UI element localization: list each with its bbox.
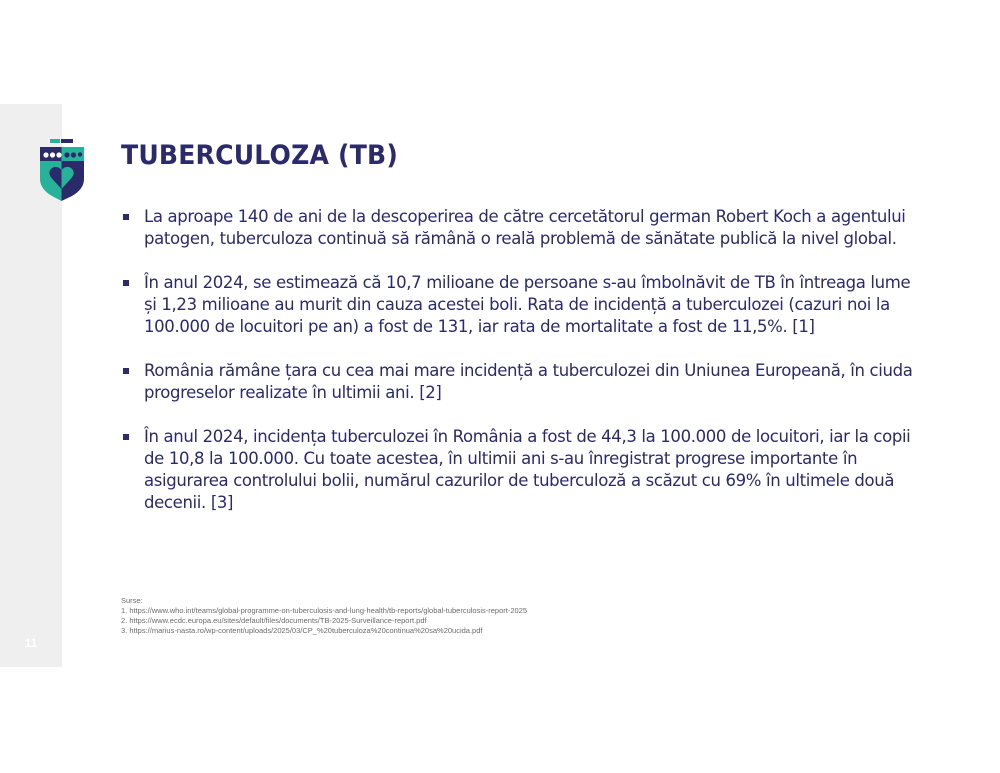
source-link[interactable]: 2. https://www.ecdc.europa.eu/sites/default/files/documents/TB-2025-Surveillance-report.pdf bbox=[121, 616, 427, 625]
square-bullet-icon bbox=[123, 434, 129, 440]
bullet-list bbox=[122, 206, 922, 536]
square-bullet-icon bbox=[123, 214, 129, 220]
bullet-item bbox=[122, 206, 922, 250]
square-bullet-icon bbox=[123, 280, 129, 286]
source-link[interactable]: 3. https://marius-nasta.ro/wp-content/uploads/2025/03/CP_%20tuberculoza%20continua%20sa%20ucida.pdf bbox=[121, 626, 483, 635]
bullet-item bbox=[122, 272, 922, 338]
bullet-text: În anul 2024, se estimează că 10,7 milioane de persoane s-au îmbolnăvit de TB în întreaga lume și 1,23 milioane au murit din cauza acestei boli. Rata de incidență a tuberculozei (cazuri noi la 100.000 de locuitori pe an) a fost de 131, iar rata de mortalitate a fost de 11,5%. [1] bbox=[144, 273, 911, 336]
source-link[interactable]: 1. https://www.who.int/teams/global-programme-on-tuberculosis-and-lung-health/tb-reports/global-tuberculosis-report-2025 bbox=[121, 606, 528, 615]
bullet-text: România rămâne țara cu cea mai mare incidență a tuberculozei din Uniunea Europeană, în ciuda progreselor realizate în ultimii ani. [2] bbox=[144, 361, 913, 402]
square-bullet-icon bbox=[123, 368, 129, 374]
bullet-text: În anul 2024, incidența tuberculozei în România a fost de 44,3 la 100.000 de locuitori, iar la copii de 10,8 la 100.000. Cu toate acestea, în ultimii ani s-au înregistrat progrese importante în asigurarea controlului bolii, numărul cazurilor de tuberculoză a scăzut cu 69% în ultimele două decenii. [3] bbox=[144, 427, 911, 512]
bullet-item bbox=[122, 360, 922, 404]
bullet-text: La aproape 140 de ani de la descoperirea de către cercetătorul german Robert Koch a agentului patogen, tuberculoza continuă să rămână o reală problemă de sănătate publică la nivel global. bbox=[144, 207, 906, 248]
sources-label: Surse: bbox=[121, 596, 143, 605]
bullet-item bbox=[122, 426, 922, 514]
page-number: 11 bbox=[24, 636, 38, 650]
slide-title: TUBERCULOZA (TB) bbox=[121, 140, 398, 171]
shield-heart-logo-icon bbox=[38, 139, 86, 203]
sources-block bbox=[121, 596, 527, 636]
